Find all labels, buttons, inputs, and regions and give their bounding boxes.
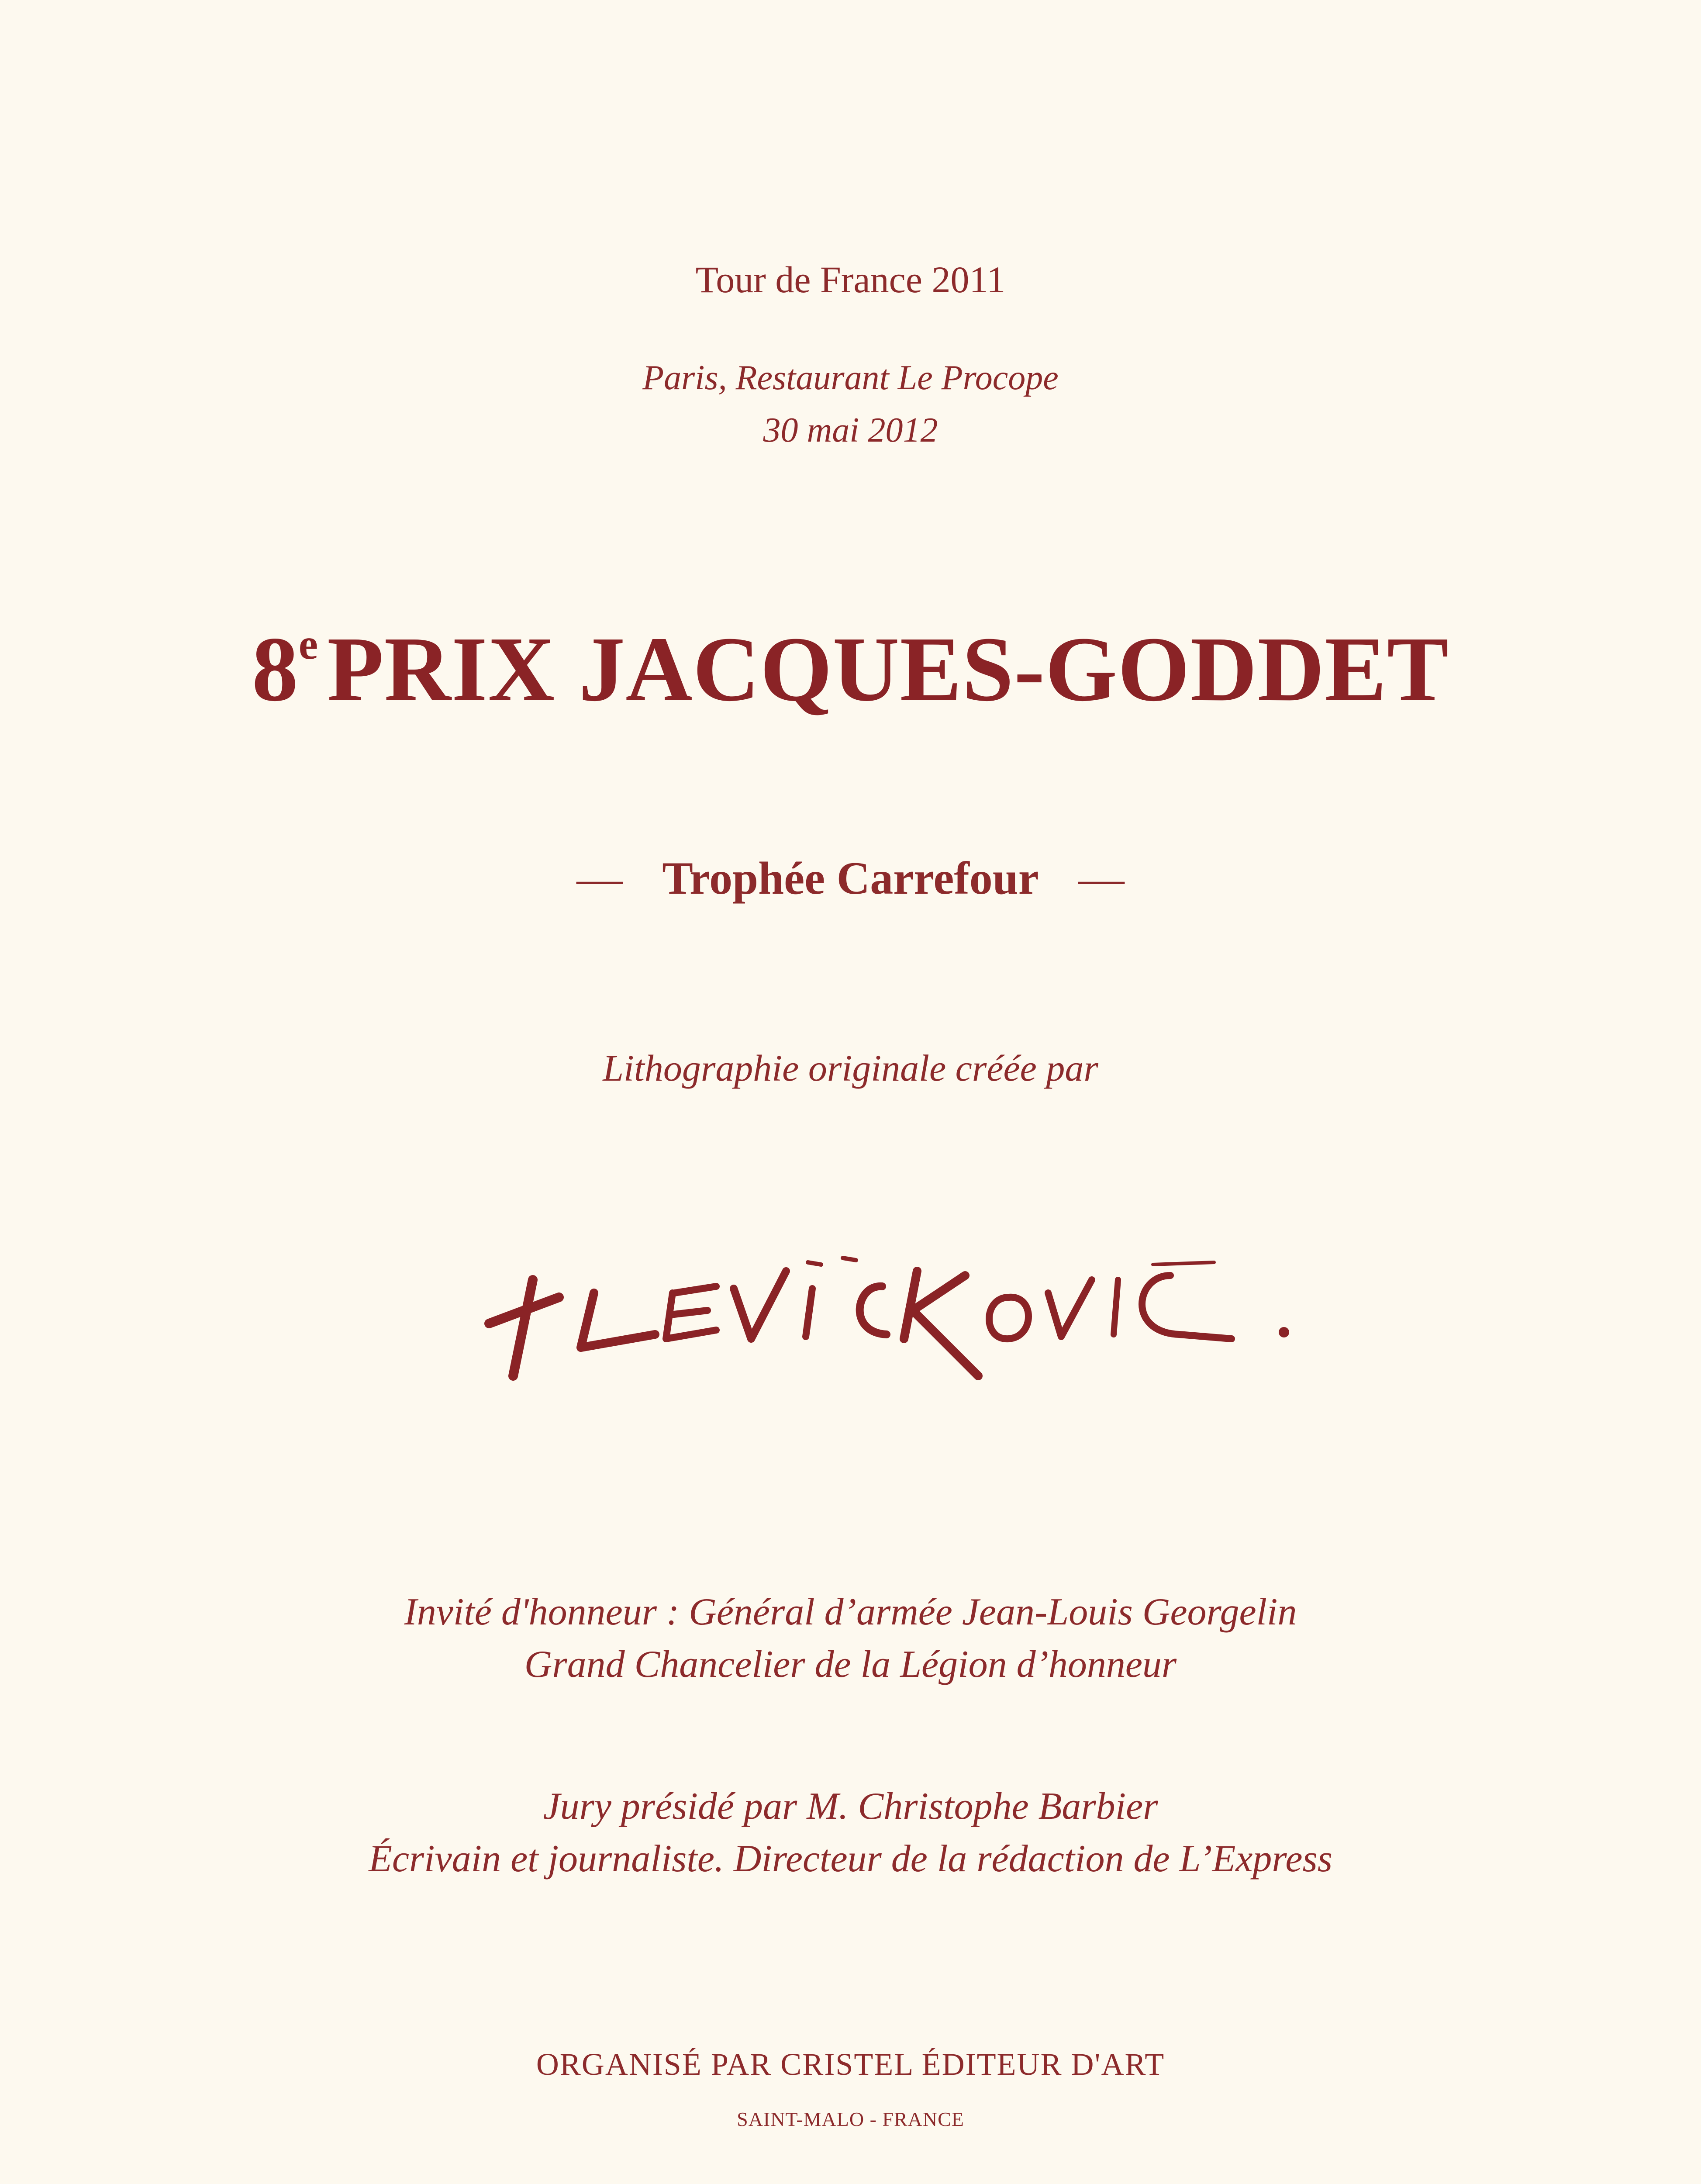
date-line: 30 mai 2012 xyxy=(763,411,938,449)
prize-ordinal-number: 8 xyxy=(252,618,299,720)
trophy-dash-left: — xyxy=(576,853,623,904)
prize-name: PRIX JACQUES-GODDET xyxy=(327,618,1449,720)
event-title: Tour de France 2011 xyxy=(695,259,1006,301)
location-line: SAINT-MALO - FRANCE xyxy=(737,2108,964,2130)
guest-of-honour: Invité d'honneur : Général d’armée Jean-Louis Georgelin xyxy=(404,1591,1297,1633)
prize-ordinal-suffix: e xyxy=(298,620,319,668)
jury-president-title: Écrivain et journaliste. Directeur de la rédaction de L’Express xyxy=(369,1838,1332,1880)
jury-president: Jury présidé par M. Christophe Barbier xyxy=(543,1785,1158,1828)
prize-title xyxy=(0,616,1701,722)
guest-title: Grand Chancelier de la Légion d’honneur xyxy=(524,1643,1177,1686)
lithograph-credit: Lithographie originale créée par xyxy=(603,1047,1098,1089)
venue-line: Paris, Restaurant Le Procope xyxy=(642,359,1059,397)
trophy-label: Trophée Carrefour xyxy=(662,853,1039,904)
trophy-line xyxy=(0,852,1701,905)
organizer-line: ORGANISÉ PAR CRISTEL ÉDITEUR D'ART xyxy=(536,2047,1165,2082)
trophy-dash-right: — xyxy=(1078,853,1125,904)
artist-signature xyxy=(472,1245,1301,1393)
